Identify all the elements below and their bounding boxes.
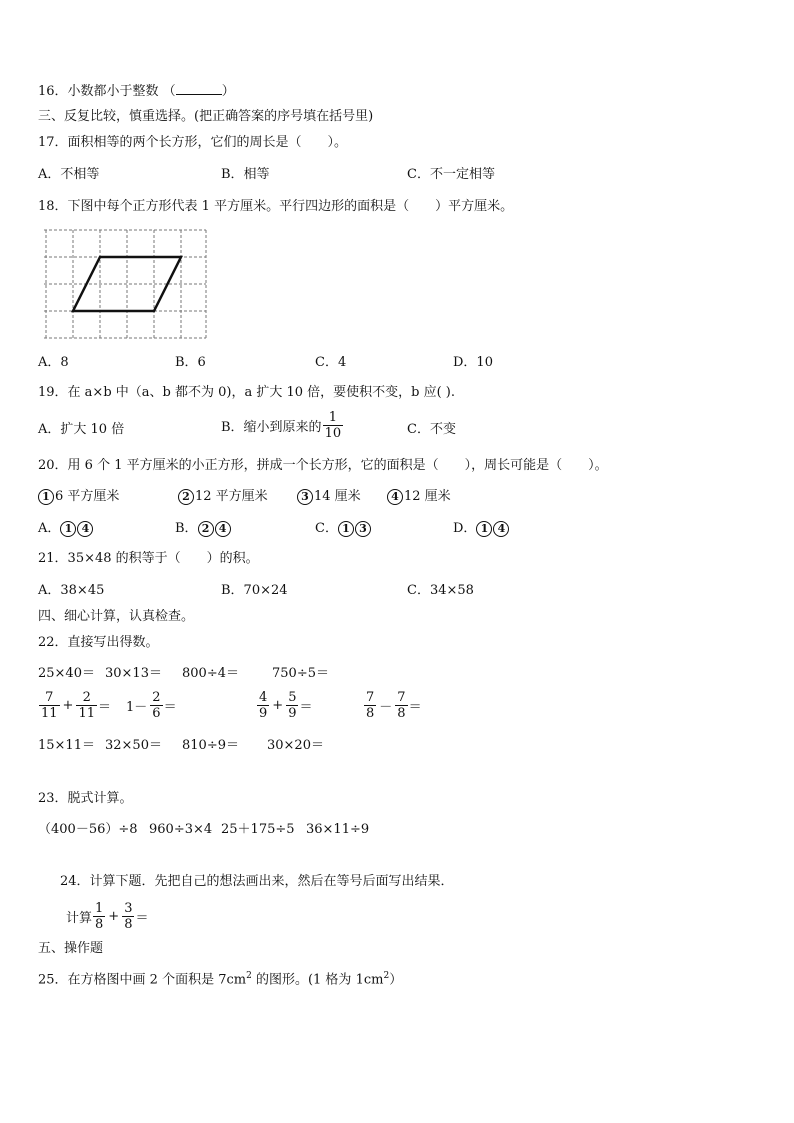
- q18-option-c[interactable]: C．4: [315, 355, 347, 370]
- fraction: [286, 690, 298, 721]
- q19-option-a[interactable]: A．扩大 10 倍: [38, 422, 125, 437]
- q23-item: 25＋175÷5: [221, 822, 295, 837]
- q16-text: 16．小数都小于整数 （: [38, 84, 176, 99]
- circled-number: 2: [198, 521, 214, 537]
- q22-item: 810÷9＝: [182, 738, 239, 753]
- q18-option-b[interactable]: B．6: [175, 355, 206, 370]
- circled-number: 2: [178, 489, 194, 505]
- q18-stem: 18．下图中每个正方形代表 1 平方厘米。平行四边形的面积是（ ）平方厘米。: [38, 199, 514, 214]
- q22-fraction-expr-1: [38, 690, 111, 721]
- q21-stem: 21．35×48 的积等于（ ）的积。: [38, 551, 259, 566]
- q20-choice-2: [178, 488, 268, 506]
- fraction-denominator: 8: [95, 917, 104, 932]
- fraction-denominator: 8: [397, 706, 406, 721]
- q18-option-a[interactable]: A．8: [38, 355, 69, 370]
- fraction: [122, 901, 134, 932]
- q23-stem: 23．脱式计算。: [38, 791, 133, 806]
- q19-stem: 19．在 a×b 中（a、b 都不为 0)，a 扩大 10 倍，要使积不变，b 应( ).: [38, 385, 456, 400]
- q20-choice-4-text: 12 厘米: [404, 489, 451, 504]
- q25-stem: [38, 967, 402, 989]
- option-letter: D．: [453, 521, 477, 536]
- fraction-numerator: 3: [124, 901, 133, 916]
- circled-number: 4: [77, 521, 93, 537]
- circled-number: 3: [355, 521, 371, 537]
- fraction: [150, 690, 162, 721]
- q24-lead: 计算: [66, 911, 93, 926]
- fraction: [39, 690, 60, 721]
- q19-option-c[interactable]: C．不变: [407, 422, 456, 437]
- operator: +: [272, 698, 284, 713]
- equals: ＝: [163, 700, 177, 715]
- fraction: [76, 690, 97, 721]
- q20-stem: 20．用 6 个 1 平方厘米的小正方形，拼成一个长方形，它的面积是（ ），周长可能是（ ）。: [38, 458, 608, 473]
- operator: +: [62, 698, 74, 713]
- option-letter: C．: [315, 521, 338, 536]
- q21-option-b[interactable]: B．70×24: [221, 583, 288, 598]
- q20-choice-4: [387, 488, 451, 506]
- q17-option-a[interactable]: A．不相等: [38, 167, 100, 182]
- circled-number: 4: [387, 489, 403, 505]
- fraction-denominator: 9: [259, 706, 268, 721]
- circled-number: 4: [215, 521, 231, 537]
- fraction-numerator: 7: [397, 690, 406, 705]
- q20-choice-2-text: 12 平方厘米: [195, 489, 268, 504]
- q22-item: 30×20＝: [267, 738, 324, 753]
- q16: [38, 82, 235, 101]
- q19-option-b[interactable]: [221, 410, 344, 441]
- operator: +: [108, 909, 120, 924]
- q17-option-b[interactable]: B．相等: [221, 167, 270, 182]
- q22-fraction-expr-2: [124, 690, 177, 721]
- fraction-denominator: 9: [288, 706, 297, 721]
- fraction-numerator: 5: [288, 690, 297, 705]
- q23-item: 960÷3×4: [149, 822, 213, 837]
- section-4-heading: 四、细心计算，认真检查。: [38, 609, 195, 624]
- q20-choice-3: [297, 488, 361, 506]
- fraction: [93, 901, 105, 932]
- equals: ＝: [98, 700, 112, 715]
- q17-stem: 17．面积相等的两个长方形，它们的周长是（ ）。: [38, 135, 348, 150]
- q19-fraction: [323, 410, 344, 441]
- q20-option-a[interactable]: [38, 520, 94, 538]
- q18-grid-figure: [44, 228, 208, 340]
- option-letter: B．: [175, 521, 198, 536]
- q23-item: 36×11÷9: [306, 822, 370, 837]
- q20-choice-3-text: 14 厘米: [314, 489, 361, 504]
- circled-number: 3: [297, 489, 313, 505]
- q23-item: （400－56）÷8: [38, 822, 138, 837]
- q20-choice-1-text: 6 平方厘米: [55, 489, 120, 504]
- q22-item: 25×40＝: [38, 666, 95, 681]
- section-3-heading: 三、反复比较，慎重选择。(把正确答案的序号填在括号里): [38, 109, 374, 124]
- fraction-denominator: 11: [78, 706, 95, 721]
- fraction-denominator: 11: [41, 706, 58, 721]
- q22-item: 750÷5＝: [272, 666, 329, 681]
- q22-item: 32×50＝: [105, 738, 162, 753]
- q22-fraction-expr-3: [256, 690, 312, 721]
- fraction-numerator: 2: [82, 690, 91, 705]
- fraction: [257, 690, 269, 721]
- q20-option-c[interactable]: [315, 520, 372, 538]
- q16-close: ）: [221, 84, 235, 99]
- superscript: 2: [246, 971, 252, 981]
- q25-mid: 的图形。(1 格为 1cm: [251, 972, 384, 988]
- q18-option-d[interactable]: D．10: [453, 355, 493, 370]
- q16-answer-blank[interactable]: [176, 82, 222, 95]
- q19-option-b-prefix: B．缩小到原来的: [221, 420, 322, 435]
- fraction-denominator: 6: [152, 706, 161, 721]
- section-5-heading: 五、操作题: [38, 941, 104, 956]
- q21-option-a[interactable]: A．38×45: [38, 583, 105, 598]
- fraction-numerator: 7: [366, 690, 375, 705]
- fraction-numerator: 1: [95, 901, 104, 916]
- fraction: [395, 690, 407, 721]
- circled-number: 1: [38, 489, 54, 505]
- q20-option-d[interactable]: [453, 520, 510, 538]
- circled-number: 4: [493, 521, 509, 537]
- circled-number: 1: [338, 521, 354, 537]
- fraction-numerator: 1: [328, 410, 337, 425]
- grid-lines: [44, 230, 206, 338]
- lead-term: 1－: [126, 700, 148, 715]
- q21-option-c[interactable]: C．34×58: [407, 583, 474, 598]
- superscript: 2: [383, 971, 390, 981]
- circled-number: 1: [60, 521, 76, 537]
- fraction-numerator: 7: [45, 690, 54, 705]
- fraction-numerator: 4: [259, 690, 268, 705]
- fraction-denominator: 10: [324, 426, 342, 441]
- equals: ＝: [408, 700, 422, 715]
- q22-fraction-expr-4: [363, 690, 422, 721]
- equals: ＝: [135, 911, 149, 926]
- fraction-denominator: 8: [124, 917, 133, 932]
- q20-choice-1: [38, 488, 119, 506]
- operator: －: [379, 700, 393, 715]
- circled-number: 1: [476, 521, 492, 537]
- q22-stem: 22．直接写出得数。: [38, 635, 159, 650]
- fraction-denominator: 8: [366, 706, 375, 721]
- equals: ＝: [299, 700, 313, 715]
- q22-item: 30×13＝: [105, 666, 162, 681]
- q24-expression: [66, 901, 149, 932]
- q25-suffix: ）: [389, 972, 403, 988]
- q17-option-c[interactable]: C．不一定相等: [407, 167, 495, 182]
- q20-option-b[interactable]: [175, 520, 232, 538]
- fraction: [364, 690, 376, 721]
- q22-item: 800÷4＝: [182, 666, 239, 681]
- q24-stem: 24．计算下题．先把自己的想法画出来，然后在等号后面写出结果．: [60, 874, 454, 889]
- q22-item: 15×11＝: [38, 738, 95, 753]
- fraction-numerator: 2: [152, 690, 161, 705]
- q25-prefix: 25．在方格图中画 2 个面积是 7cm: [38, 972, 247, 988]
- option-letter: A．: [38, 521, 61, 536]
